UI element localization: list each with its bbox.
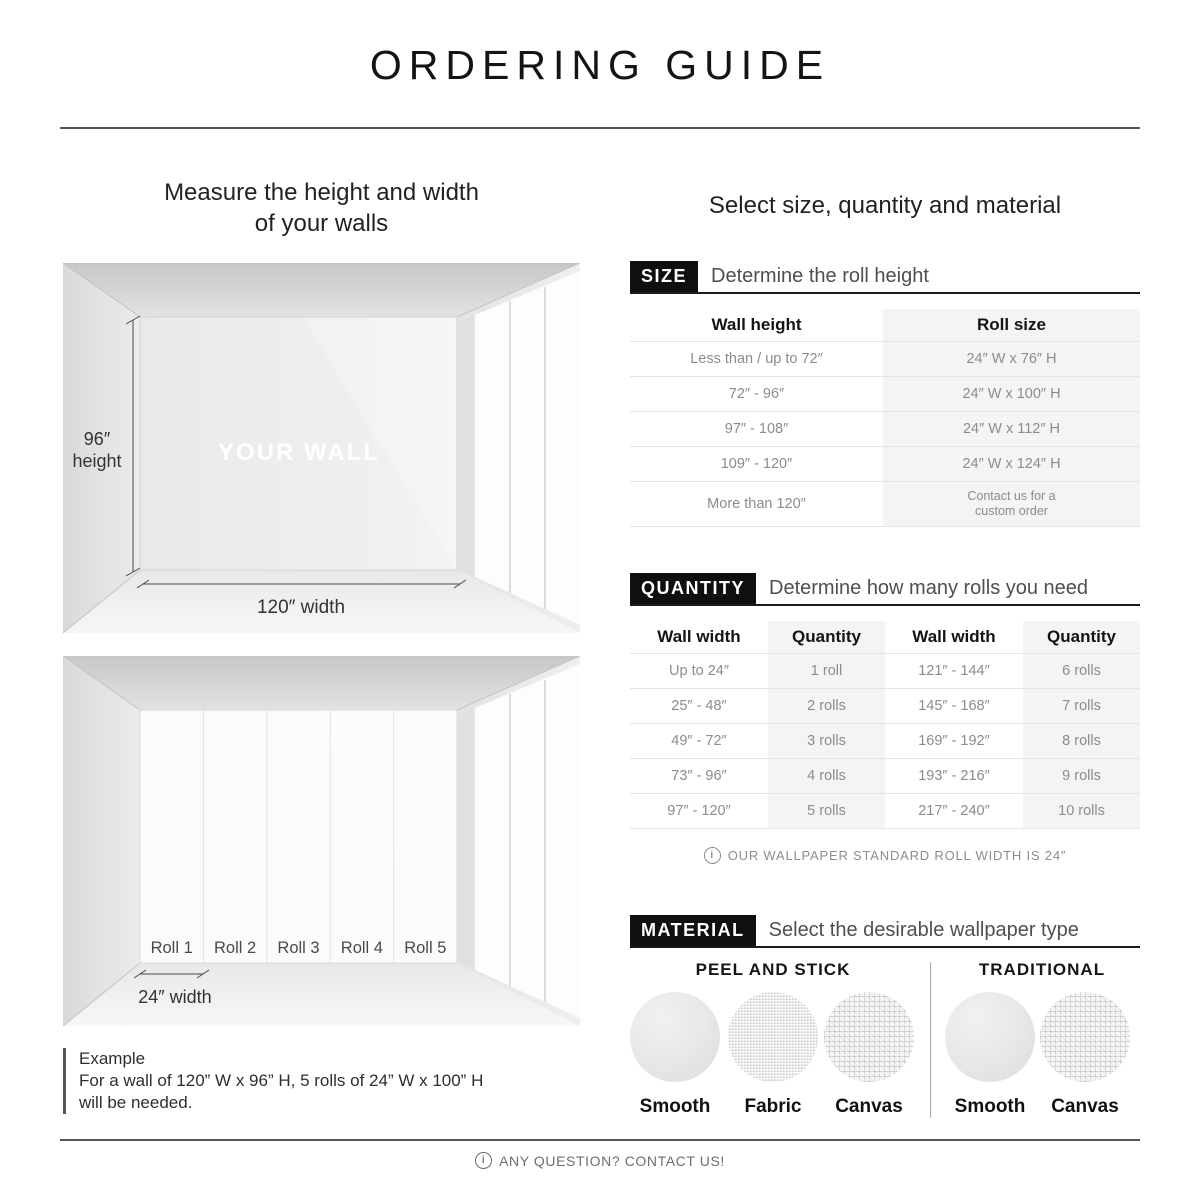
- swatch-label-peel-fabric: Fabric: [744, 1096, 802, 1117]
- swatch-peel-smooth: [630, 992, 720, 1082]
- swatch-label-traditional-canvas: Canvas: [1051, 1096, 1119, 1117]
- size-header-wall-height: Wall height: [711, 315, 802, 334]
- roll-label-4: Roll 4: [340, 939, 383, 957]
- size-row4-roll-size: 24″ W x 124″ H: [883, 447, 1140, 481]
- left-heading-line1: Measure the height and width: [164, 179, 479, 206]
- material-subtitle: Select the desirable wallpaper type: [768, 919, 1079, 941]
- example-title: Example: [79, 1049, 146, 1068]
- size-row3-roll-size: 24″ W x 112″ H: [883, 412, 1140, 446]
- qty-cell: 10 rolls: [1023, 794, 1140, 828]
- size-table-row: [630, 482, 1140, 527]
- size-table-row: [630, 412, 1140, 447]
- qty-cell: 73″ - 96″: [671, 768, 727, 784]
- qty-cell: 1 roll: [768, 654, 885, 688]
- qty-cell: Up to 24″: [669, 663, 729, 679]
- qty-cell: 169″ - 192″: [918, 733, 990, 749]
- qty-header-quantity-1: Quantity: [768, 621, 885, 653]
- right-column-heading: Select size, quantity and material: [708, 192, 1062, 219]
- size-row5-wall-height: More than 120″: [707, 496, 806, 512]
- quantity-table-row: [630, 724, 1140, 759]
- material-section-rule: [630, 946, 1140, 948]
- swatch-peel-fabric: [728, 992, 818, 1082]
- swatch-label-peel-canvas: Canvas: [835, 1096, 903, 1117]
- size-subtitle: Determine the roll height: [711, 265, 929, 287]
- info-icon: i: [475, 1152, 492, 1169]
- size-table-row: [630, 342, 1140, 377]
- swatch-label-traditional-smooth: Smooth: [954, 1096, 1026, 1117]
- qty-cell: 49″ - 72″: [671, 733, 727, 749]
- window-frame-pillar: [457, 709, 473, 968]
- qty-cell: 193″ - 216″: [918, 768, 990, 784]
- info-icon: i: [704, 847, 721, 864]
- qty-cell: 2 rolls: [768, 689, 885, 723]
- size-row3-wall-height: 97″ - 108″: [724, 421, 789, 437]
- material-group-divider: [930, 962, 931, 1118]
- roll-width-note-text: OUR WALLPAPER STANDARD ROLL WIDTH IS 24″: [727, 848, 1067, 863]
- quantity-table: [630, 621, 1140, 829]
- size-section-header: [630, 261, 929, 292]
- swatch-label-peel-smooth: Smooth: [639, 1096, 711, 1117]
- qty-cell: 4 rolls: [768, 759, 885, 793]
- left-wall: [63, 656, 140, 1026]
- qty-cell: 7 rolls: [1023, 689, 1140, 723]
- size-row1-wall-height: Less than / up to 72″: [690, 351, 823, 367]
- size-row2-roll-size: 24″ W x 100″ H: [883, 377, 1140, 411]
- quantity-table-header-row: [630, 621, 1140, 654]
- height-word-label: height: [72, 451, 122, 471]
- qty-header-wall-width-1: Wall width: [657, 627, 741, 646]
- qty-cell: 3 rolls: [768, 724, 885, 758]
- material-group-traditional: TRADITIONAL: [978, 960, 1106, 979]
- roll-label-1: Roll 1: [150, 939, 193, 957]
- custom-order-line1: Contact us for a: [967, 489, 1056, 503]
- quantity-table-row: [630, 689, 1140, 724]
- qty-cell: 217″ - 240″: [918, 803, 990, 819]
- window-frame-pillar: [457, 316, 473, 575]
- left-column-heading: [63, 177, 580, 239]
- qty-cell: 25″ - 48″: [671, 698, 727, 714]
- swatch-traditional-canvas: [1040, 992, 1130, 1082]
- qty-cell: 8 rolls: [1023, 724, 1140, 758]
- footer-contact-text[interactable]: ANY QUESTION? CONTACT US!: [499, 1152, 725, 1169]
- quantity-tag: QUANTITY: [630, 573, 756, 604]
- custom-order-line2: custom order: [975, 504, 1048, 518]
- quantity-table-row: [630, 654, 1140, 689]
- quantity-section-header: [630, 573, 1088, 604]
- material-tag: MATERIAL: [630, 915, 756, 946]
- window-panes: [475, 271, 580, 625]
- roll-label-3: Roll 3: [277, 939, 320, 957]
- top-divider: [60, 127, 1140, 129]
- roll-label-5: Roll 5: [404, 939, 447, 957]
- material-section-header: [630, 915, 1079, 946]
- page-title: ORDERING GUIDE: [369, 42, 831, 88]
- quantity-table-row: [630, 794, 1140, 829]
- qty-cell: 121″ - 144″: [918, 663, 990, 679]
- width-label: 120″ width: [256, 597, 346, 618]
- size-row2-wall-height: 72″ - 96″: [728, 386, 785, 402]
- example-line2: will be needed.: [79, 1093, 193, 1112]
- roll-label-2: Roll 2: [214, 939, 257, 957]
- roll-width-note: [630, 847, 1140, 864]
- bottom-divider: [60, 1139, 1140, 1141]
- example-block: [63, 1048, 483, 1114]
- qty-cell: 5 rolls: [768, 794, 885, 828]
- qty-cell: 145″ - 168″: [918, 698, 990, 714]
- size-table-row: [630, 377, 1140, 412]
- window-panes: [475, 664, 580, 1018]
- size-header-roll-size: Roll size: [883, 309, 1140, 341]
- qty-cell: 9 rolls: [1023, 759, 1140, 793]
- quantity-section-rule: [630, 604, 1140, 606]
- qty-cell: 6 rolls: [1023, 654, 1140, 688]
- size-row1-roll-size: 24″ W x 76″ H: [883, 342, 1140, 376]
- quantity-table-row: [630, 759, 1140, 794]
- footer-contact[interactable]: [0, 1152, 1200, 1169]
- qty-cell: 97″ - 120″: [667, 803, 731, 819]
- left-heading-line2: of your walls: [254, 210, 389, 237]
- swatch-traditional-smooth: [945, 992, 1035, 1082]
- example-accent-bar: [63, 1048, 66, 1114]
- qty-header-wall-width-2: Wall width: [912, 627, 996, 646]
- roll-width-label: 24″ width: [138, 987, 212, 1007]
- room-illustration-rolls: [63, 656, 580, 1026]
- size-table-row: [630, 447, 1140, 482]
- size-table-header-row: [630, 309, 1140, 342]
- room-rolls-svg: [63, 656, 580, 1026]
- swatch-peel-canvas: [824, 992, 914, 1082]
- size-row5-roll-size: [883, 482, 1140, 526]
- size-tag: SIZE: [630, 261, 698, 292]
- size-table: [630, 309, 1140, 527]
- size-row4-wall-height: 109″ - 120″: [720, 456, 793, 472]
- example-line1: For a wall of 120” W x 96” H, 5 rolls of 24” W x 100” H: [79, 1071, 484, 1090]
- room-illustration-measure: [63, 263, 580, 633]
- qty-header-quantity-2: Quantity: [1023, 621, 1140, 653]
- height-value-label: 96″: [83, 429, 111, 449]
- your-wall-label: YOUR WALL: [218, 439, 380, 466]
- material-group-peel-and-stick: PEEL AND STICK: [695, 960, 851, 979]
- room-measure-svg: [63, 263, 580, 633]
- size-section-rule: [630, 292, 1140, 294]
- quantity-subtitle: Determine how many rolls you need: [769, 577, 1089, 599]
